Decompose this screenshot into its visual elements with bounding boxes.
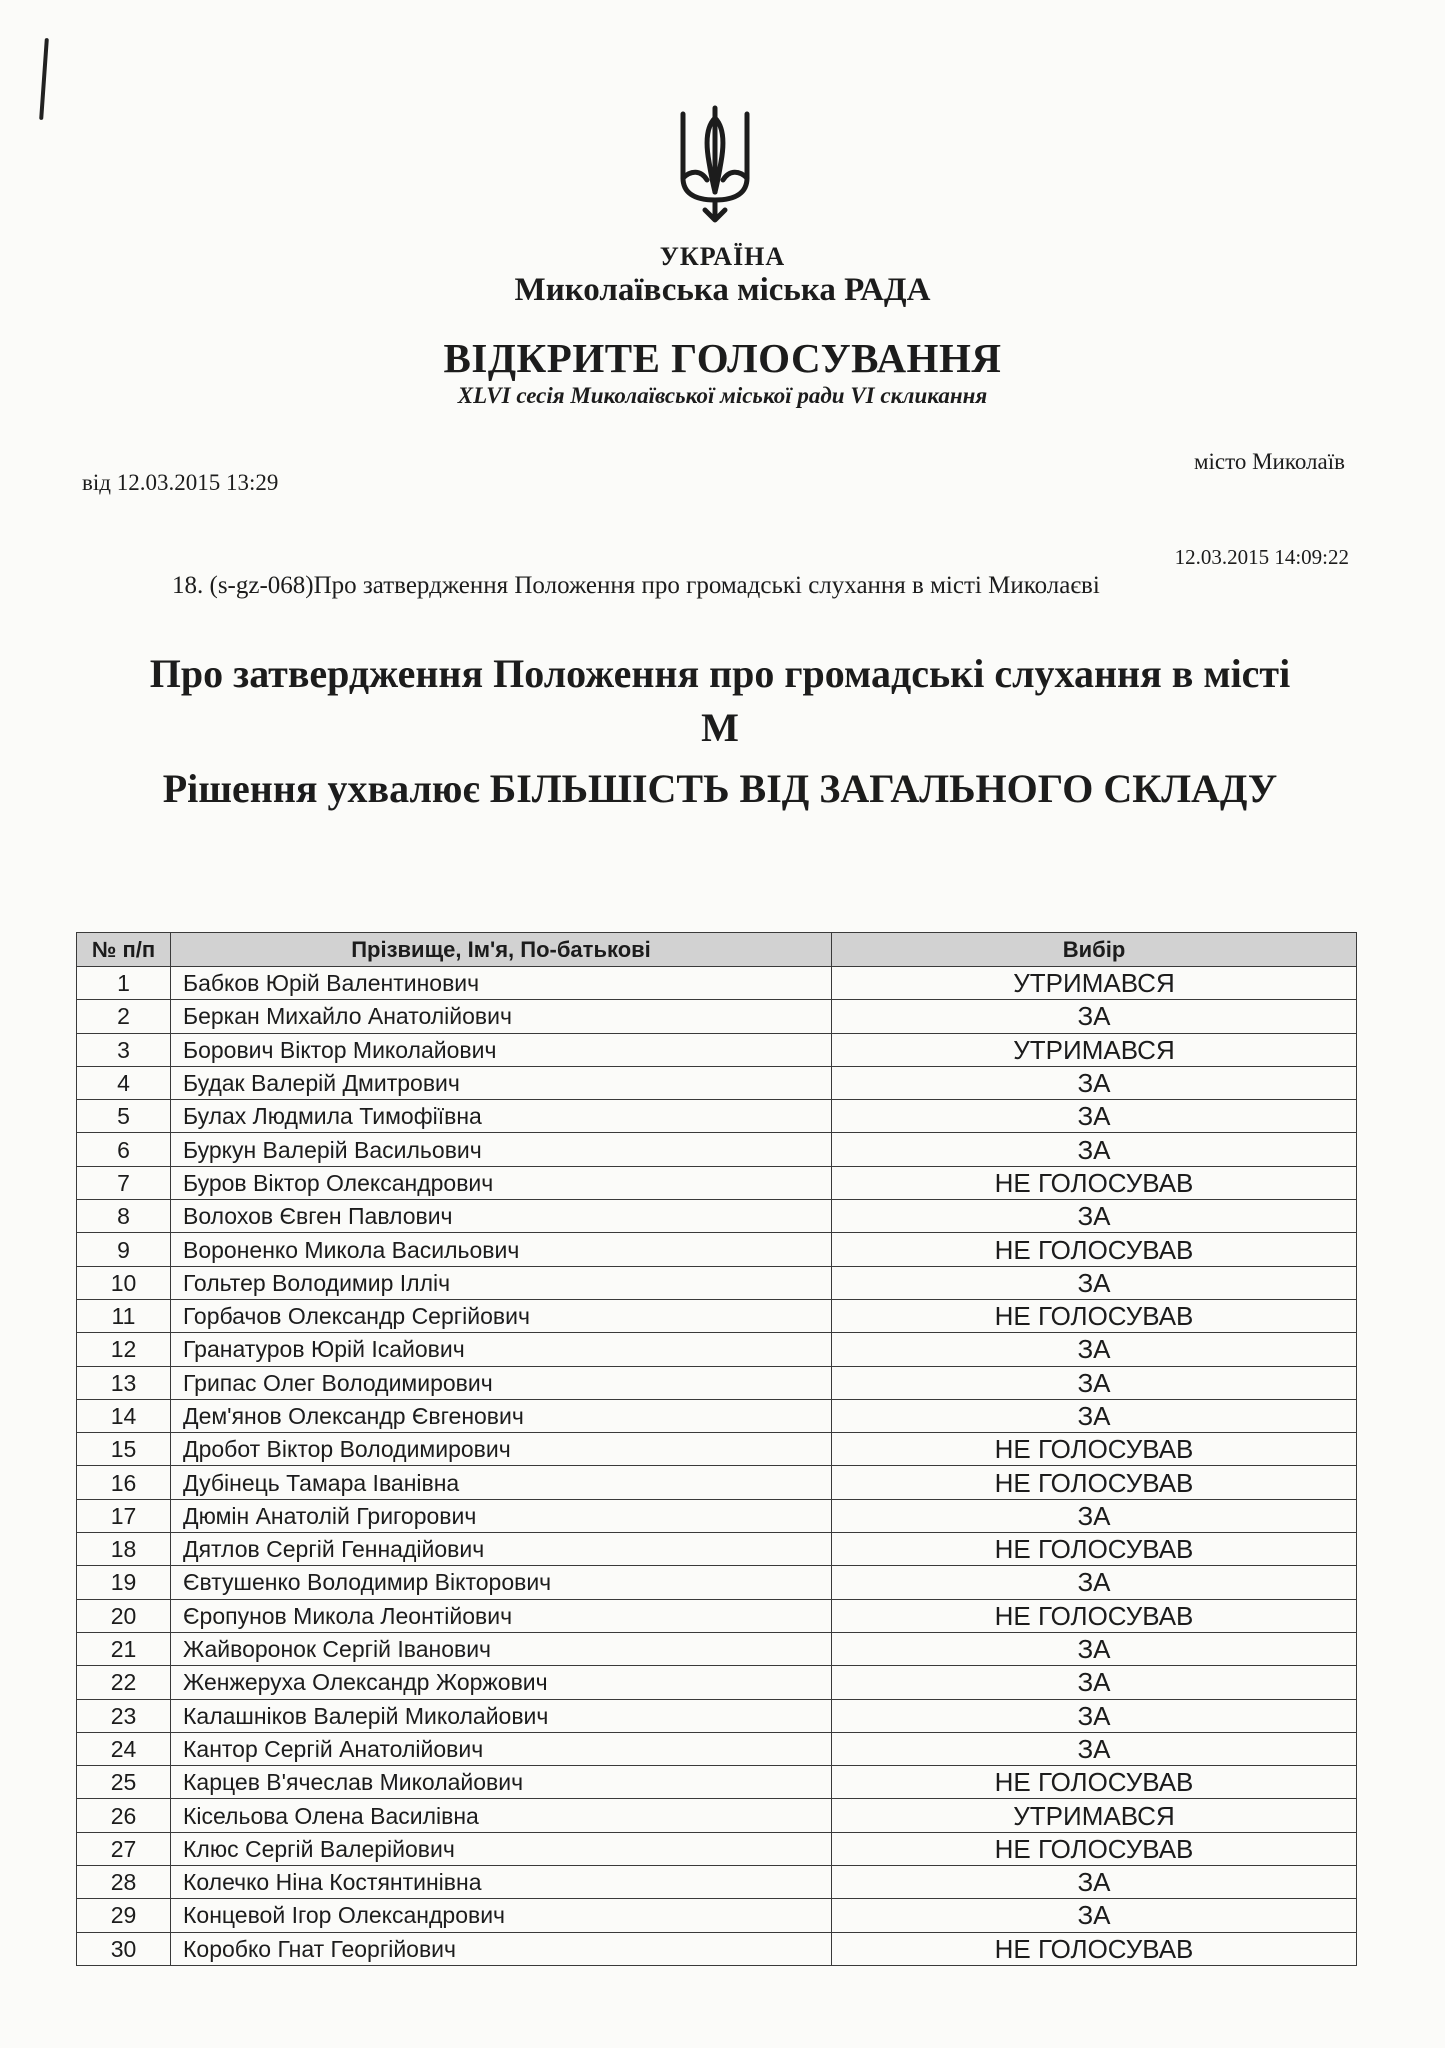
resolution-title [60, 647, 1380, 755]
vote-choice: ЗА [832, 1133, 1357, 1166]
vote-choice: УТРИМАВСЯ [832, 1033, 1357, 1066]
vote-choice: ЗА [832, 1266, 1357, 1299]
country-name: УКРАЇНА [659, 242, 786, 271]
vote-choice: НЕ ГОЛОСУВАВ [832, 1166, 1357, 1199]
trident-emblem-icon [677, 100, 753, 224]
row-number: 10 [77, 1266, 171, 1299]
member-name: Бабков Юрій Валентинович [171, 967, 832, 1000]
row-number: 20 [77, 1599, 171, 1632]
table-row [77, 1399, 1357, 1432]
member-name: Дюмін Анатолій Григорович [171, 1499, 832, 1532]
table-row [77, 1766, 1357, 1799]
member-name: Калашніков Валерій Миколайович [171, 1699, 832, 1732]
table-row [77, 1366, 1357, 1399]
row-number: 11 [77, 1299, 171, 1332]
row-number: 26 [77, 1799, 171, 1832]
member-name: Гранатуров Юрій Ісайович [171, 1333, 832, 1366]
member-name: Жайворонок Сергій Іванович [171, 1632, 832, 1665]
row-number: 23 [77, 1699, 171, 1732]
row-number: 4 [77, 1066, 171, 1099]
table-row [77, 1932, 1357, 1965]
table-row [77, 1599, 1357, 1632]
row-number: 1 [77, 967, 171, 1000]
member-name: Вороненко Микола Васильович [171, 1233, 832, 1266]
member-name: Будак Валерій Дмитрович [171, 1066, 832, 1099]
row-number: 21 [77, 1632, 171, 1665]
member-name: Волохов Євген Павлович [171, 1200, 832, 1233]
table-row [77, 1566, 1357, 1599]
col-header-choice: Вибір [832, 933, 1357, 967]
member-name: Єропунов Микола Леонтійович [171, 1599, 832, 1632]
row-number: 7 [77, 1166, 171, 1199]
member-name: Дубінець Тамара Іванівна [171, 1466, 832, 1499]
vote-choice: НЕ ГОЛОСУВАВ [832, 1832, 1357, 1865]
agenda-item: 18. (s-gz-068)Про затвердження Положення про громадські слухання в місті Миколаєві [172, 572, 1100, 599]
vote-choice: НЕ ГОЛОСУВАВ [832, 1599, 1357, 1632]
table-row [77, 1100, 1357, 1133]
table-row [77, 1832, 1357, 1865]
member-name: Клюс Сергій Валерійович [171, 1832, 832, 1865]
vote-choice: ЗА [832, 1566, 1357, 1599]
vote-choice: ЗА [832, 1000, 1357, 1033]
member-name: Карцев В'ячеслав Миколайович [171, 1766, 832, 1799]
vote-choice: ЗА [832, 1632, 1357, 1665]
table-row [77, 1166, 1357, 1199]
resolution-title-line-2: М [701, 705, 739, 750]
vote-choice: ЗА [832, 1366, 1357, 1399]
member-name: Женжеруха Олександр Жоржович [171, 1666, 832, 1699]
row-number: 27 [77, 1832, 171, 1865]
row-number: 2 [77, 1000, 171, 1033]
vote-choice: ЗА [832, 1333, 1357, 1366]
table-row [77, 1866, 1357, 1899]
row-number: 18 [77, 1533, 171, 1566]
row-number: 25 [77, 1766, 171, 1799]
member-name: Беркан Михайло Анатолійович [171, 1000, 832, 1033]
member-name: Гольтер Володимир Ілліч [171, 1266, 832, 1299]
handwritten-mark [39, 38, 49, 120]
row-number: 17 [77, 1499, 171, 1532]
row-number: 14 [77, 1399, 171, 1432]
member-name: Кантор Сергій Анатолійович [171, 1732, 832, 1765]
member-name: Буркун Валерій Васильович [171, 1133, 832, 1166]
table-header-row [77, 933, 1357, 967]
vote-type-heading: ВІДКРИТЕ ГОЛОСУВАННЯ [443, 335, 1002, 381]
row-number: 22 [77, 1666, 171, 1699]
vote-choice: НЕ ГОЛОСУВАВ [832, 1433, 1357, 1466]
vote-choice: НЕ ГОЛОСУВАВ [832, 1533, 1357, 1566]
row-number: 9 [77, 1233, 171, 1266]
vote-choice: НЕ ГОЛОСУВАВ [832, 1299, 1357, 1332]
table-row [77, 1066, 1357, 1099]
member-name: Євтушенко Володимир Вікторович [171, 1566, 832, 1599]
table-row [77, 1466, 1357, 1499]
table-row [77, 1533, 1357, 1566]
table-row [77, 1333, 1357, 1366]
row-number: 28 [77, 1866, 171, 1899]
vote-choice: НЕ ГОЛОСУВАВ [832, 1233, 1357, 1266]
vote-choice: ЗА [832, 1200, 1357, 1233]
row-number: 16 [77, 1466, 171, 1499]
member-name: Дем'янов Олександр Євгенович [171, 1399, 832, 1432]
member-name: Коробко Гнат Георгійович [171, 1932, 832, 1965]
member-name: Дробот Віктор Володимирович [171, 1433, 832, 1466]
member-name: Грипас Олег Володимирович [171, 1366, 832, 1399]
vote-choice: НЕ ГОЛОСУВАВ [832, 1932, 1357, 1965]
member-name: Дятлов Сергій Геннадійович [171, 1533, 832, 1566]
member-name: Кісельова Олена Василівна [171, 1799, 832, 1832]
vote-choice: ЗА [832, 1866, 1357, 1899]
row-number: 8 [77, 1200, 171, 1233]
vote-choice: ЗА [832, 1100, 1357, 1133]
member-name: Концевой Ігор Олександрович [171, 1899, 832, 1932]
table-row [77, 1433, 1357, 1466]
table-row [77, 1632, 1357, 1665]
table-row [77, 1732, 1357, 1765]
vote-choice: УТРИМАВСЯ [832, 1799, 1357, 1832]
vote-choice: ЗА [832, 1732, 1357, 1765]
member-name: Булах Людмила Тимофіївна [171, 1100, 832, 1133]
row-number: 15 [77, 1433, 171, 1466]
votes-table [76, 932, 1357, 1966]
vote-choice: ЗА [832, 1066, 1357, 1099]
member-name: Горбачов Олександр Сергійович [171, 1299, 832, 1332]
col-header-number: № п/п [77, 933, 171, 967]
vote-timestamp: 12.03.2015 14:09:22 [1174, 545, 1349, 569]
row-number: 24 [77, 1732, 171, 1765]
city-label: місто Миколаїв [1193, 449, 1345, 474]
table-row [77, 1266, 1357, 1299]
row-number: 30 [77, 1932, 171, 1965]
table-row [77, 1666, 1357, 1699]
vote-choice: НЕ ГОЛОСУВАВ [832, 1466, 1357, 1499]
table-row [77, 1133, 1357, 1166]
decision-rule: Рішення ухвалює БІЛЬШІСТЬ ВІД ЗАГАЛЬНОГО СКЛАДУ [162, 766, 1278, 811]
row-number: 13 [77, 1366, 171, 1399]
member-name: Колечко Ніна Костянтинівна [171, 1866, 832, 1899]
vote-choice: ЗА [832, 1899, 1357, 1932]
table-row [77, 1033, 1357, 1066]
date-from: від 12.03.2015 13:29 [82, 470, 279, 495]
vote-choice: ЗА [832, 1499, 1357, 1532]
table-row [77, 1000, 1357, 1033]
council-name: Миколаївська міська РАДА [514, 272, 931, 308]
row-number: 19 [77, 1566, 171, 1599]
vote-choice: УТРИМАВСЯ [832, 967, 1357, 1000]
table-row [77, 1299, 1357, 1332]
row-number: 3 [77, 1033, 171, 1066]
vote-choice: НЕ ГОЛОСУВАВ [832, 1766, 1357, 1799]
table-row [77, 967, 1357, 1000]
table-row [77, 1899, 1357, 1932]
row-number: 12 [77, 1333, 171, 1366]
row-number: 6 [77, 1133, 171, 1166]
table-row [77, 1799, 1357, 1832]
vote-choice: ЗА [832, 1666, 1357, 1699]
col-header-name: Прізвище, Ім'я, По-батькові [171, 933, 832, 967]
session-info: XLVI сесія Миколаївської міської ради VI скликання [457, 383, 988, 408]
vote-choice: ЗА [832, 1399, 1357, 1432]
table-row [77, 1233, 1357, 1266]
row-number: 29 [77, 1899, 171, 1932]
member-name: Буров Віктор Олександрович [171, 1166, 832, 1199]
row-number: 5 [77, 1100, 171, 1133]
table-row [77, 1200, 1357, 1233]
table-row [77, 1499, 1357, 1532]
vote-choice: ЗА [832, 1699, 1357, 1732]
resolution-title-line-1: Про затвердження Положення про громадські слухання в місті [149, 651, 1291, 696]
member-name: Борович Віктор Миколайович [171, 1033, 832, 1066]
table-row [77, 1699, 1357, 1732]
